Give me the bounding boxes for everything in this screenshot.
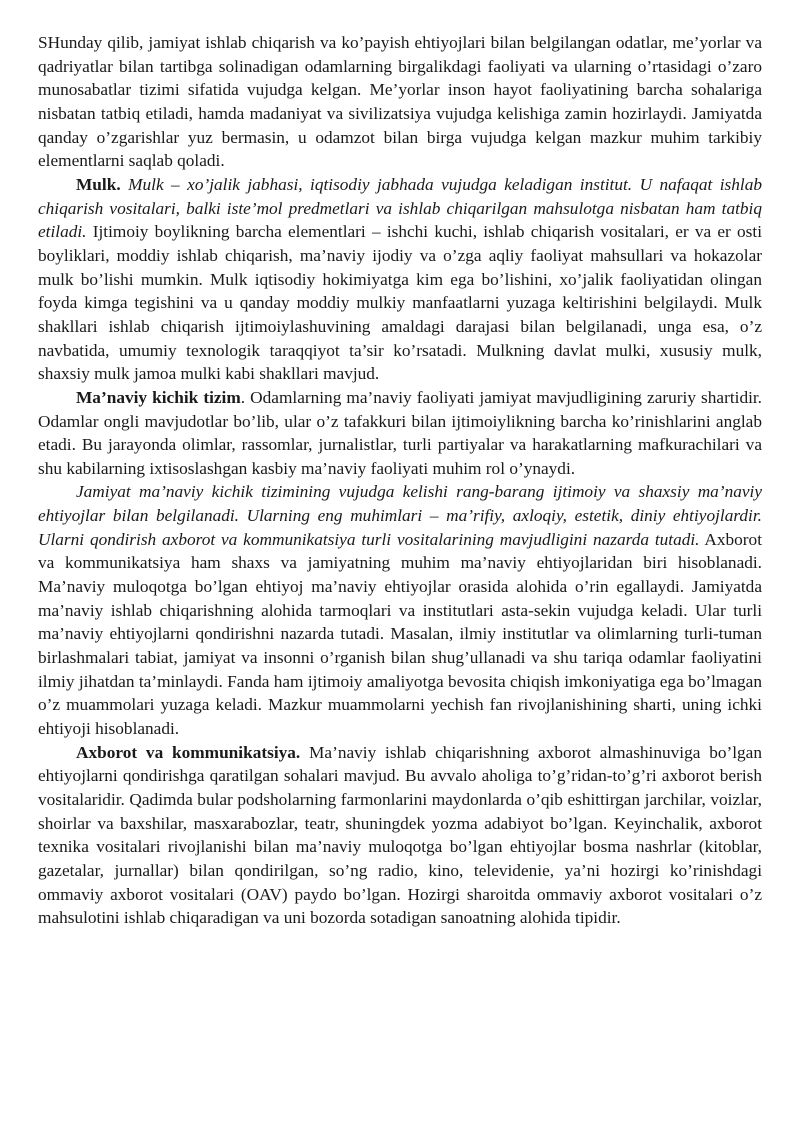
paragraph-spiritual-needs xyxy=(38,480,762,740)
paragraph-information-communication xyxy=(38,741,762,930)
paragraph-spiritual-subsystem xyxy=(38,386,762,481)
italic-definition: Jamiyat ma’naviy kichik tizimining vujudga kelishi rang-barang ijtimoiy va shaxsiy ma’naviy ehtiyojlar bilan belgilanadi. Ularning eng muhimlari – ma’rifiy, axloqiy, estetik, diniy ehtiyojlardir. Ularni qondirish axborot va kommunikatsiya turli vositalarining mavjudligini nazarda tutadi. xyxy=(38,482,762,549)
section-heading-mulk: Mulk. xyxy=(76,174,121,194)
italic-definition: Mulk – xo’jalik jabhasi, iqtisodiy jabhada vujudga keladigan institut. U nafaqat ishlab chiqarish vositalari, balki iste’mol predmetlari va ishlab chiqarilgan mahsulotga nisbatan ham tatbiq etiladi. xyxy=(38,174,762,242)
paragraph-text: SHunday qilib, jamiyat ishlab chiqarish va ko’payish ehtiyojlari bilan belgilangan odatlar, me’yorlar va qadriyatlar bilan tartibga solinadigan odamlarning birgalikdagi faoliyati va ularning o’rtasidagi o’zaro munosabatlar tizimi sifatida vujudga kelgan. Me’yorlar inson hayot faoliyatining barcha sohalariga nisbatan tatbiq etiladi, hamda madaniyat va sivilizatsiya vujudga kelishiga zamin hozirlaydi. Jamiyatda qanday o’zgarishlar yuz bermasin, u odamzot bilan birga vujudga kelgan mazkur muhim tarkibiy elementlarni saqlab qoladi. xyxy=(38,33,762,171)
paragraph-text: Axborot va kommunikatsiya ham shaxs va jamiyatning muhim ma’naviy ehtiyojlaridan biri hisoblanadi. Ma’naviy muloqotga bo’lgan ehtiyoj ma’naviy ehtiyojlar orasida alohida o’rin egallaydi. Jamiyatda ma’naviy ishlab chiqarishning alohida tarmoqlari va institutlari asta-sekin vujudga keladi. Ular turli ma’naviy ehtiyojlarni qondirishni nazarda tutadi. Masalan, ilmiy institutlar va olimlarning turli-tuman birlashmalari tabiat, jamiyat va insonni o’rganish bilan shug’ullanadi va shu tariqa odamlar faoliyatini ilmiy jihatdan ta’minlaydi. Fanda ham ijtimoiy amaliyotga bevosita chiqish imkoniyatiga ega bo’lmagan o’z muammolari yuzaga keladi. Mazkur muammolarni yechish fan rivojlanishining sharti, uning ichki ehtiyoji hisoblanadi. xyxy=(38,529,762,739)
paragraph-text: Ijtimoiy boylikning barcha elementlari – ishchi kuchi, ishlab chiqarish vositalari, er va er osti boyliklari, moddiy ishlab chiqarish, ma’naviy ijodiy va o’zga aqliy faoliyat mahsullari va hokazolar mulk bo’lishi mumkin. Mulk iqtisodiy hokimiyatga kim ega bo’lishini, xo’jalik faoliyatidan olingan foyda kimga tegishini va u qanday moddiy mulkiy manfaatlarni yuzaga keltirishini belgilaydi. Mulk shakllari ishlab chiqarish ijtimoiylashuvining amaldagi darajasi bilan belgilanadi, unga esa, o’z navbatida, umumiy texnologik taraqqiyot ta’sir ko’rsatadi. Mulkning davlat mulki, xususiy mulk, shaxsiy mulk jamoa mulki kabi shakllari mavjud. xyxy=(38,222,762,384)
paragraph-society-norms xyxy=(38,31,762,173)
section-heading-manaviy-kichik-tizim: Ma’naviy kichik tizim xyxy=(76,387,241,407)
document-page xyxy=(38,31,762,930)
paragraph-text: . Odamlarning ma’naviy faoliyati jamiyat mavjudligining zaruriy shartidir. Odamlar ongli mavjudotlar bo’lib, ular o’z tafakkuri bilan ijtimoiylikning barcha ko’rinishlarini anglab etadi. Bu jarayonda olimlar, rassomlar, jurnalistlar, turli partiyalar va harakatlarning mafkurachilari va shu kabilarning ixtisoslashgan kasbiy ma’naviy faoliyati muhim rol o’ynaydi. xyxy=(38,387,763,478)
paragraph-property xyxy=(38,173,762,386)
section-heading-axborot-va-kommunikatsiya: Axborot va kommunikatsiya. xyxy=(76,742,301,762)
paragraph-text: Ma’naviy ishlab chiqarishning axborot almashinuviga bo’lgan ehtiyojlarni qondirishga qaratilgan sohalari mavjud. Bu avvalo aholiga to’g’ridan-to’g’ri axborot berish vositalaridir. Qadimda bular podsholarning farmonlarini maydonlarda o’qib eshittirgan jarchilar, voizlar, shoirlar va baxshilar, masxarabozlar, teatr, shuningdek yozma adabiyot bo’lgan. Keyinchalik, axborot texnika vositalari rivojlanishi bilan ma’naviy muloqotga bo’lgan ehtiyojlar bosma nashrlar (kitoblar, gazetalar, jurnallar) bilan qondirilgan, so’ng radio, kino, televidenie, ya’ni hozirgi ko’rinishdagi ommaviy axborot vositalari (OAV) paydo bo’lgan. Hozirgi sharoitda ommaviy axborot vositalari o’z mahsulotini ishlab chiqaradigan va uni bozorda sotadigan sanoatning alohida tipidir. xyxy=(38,742,762,928)
